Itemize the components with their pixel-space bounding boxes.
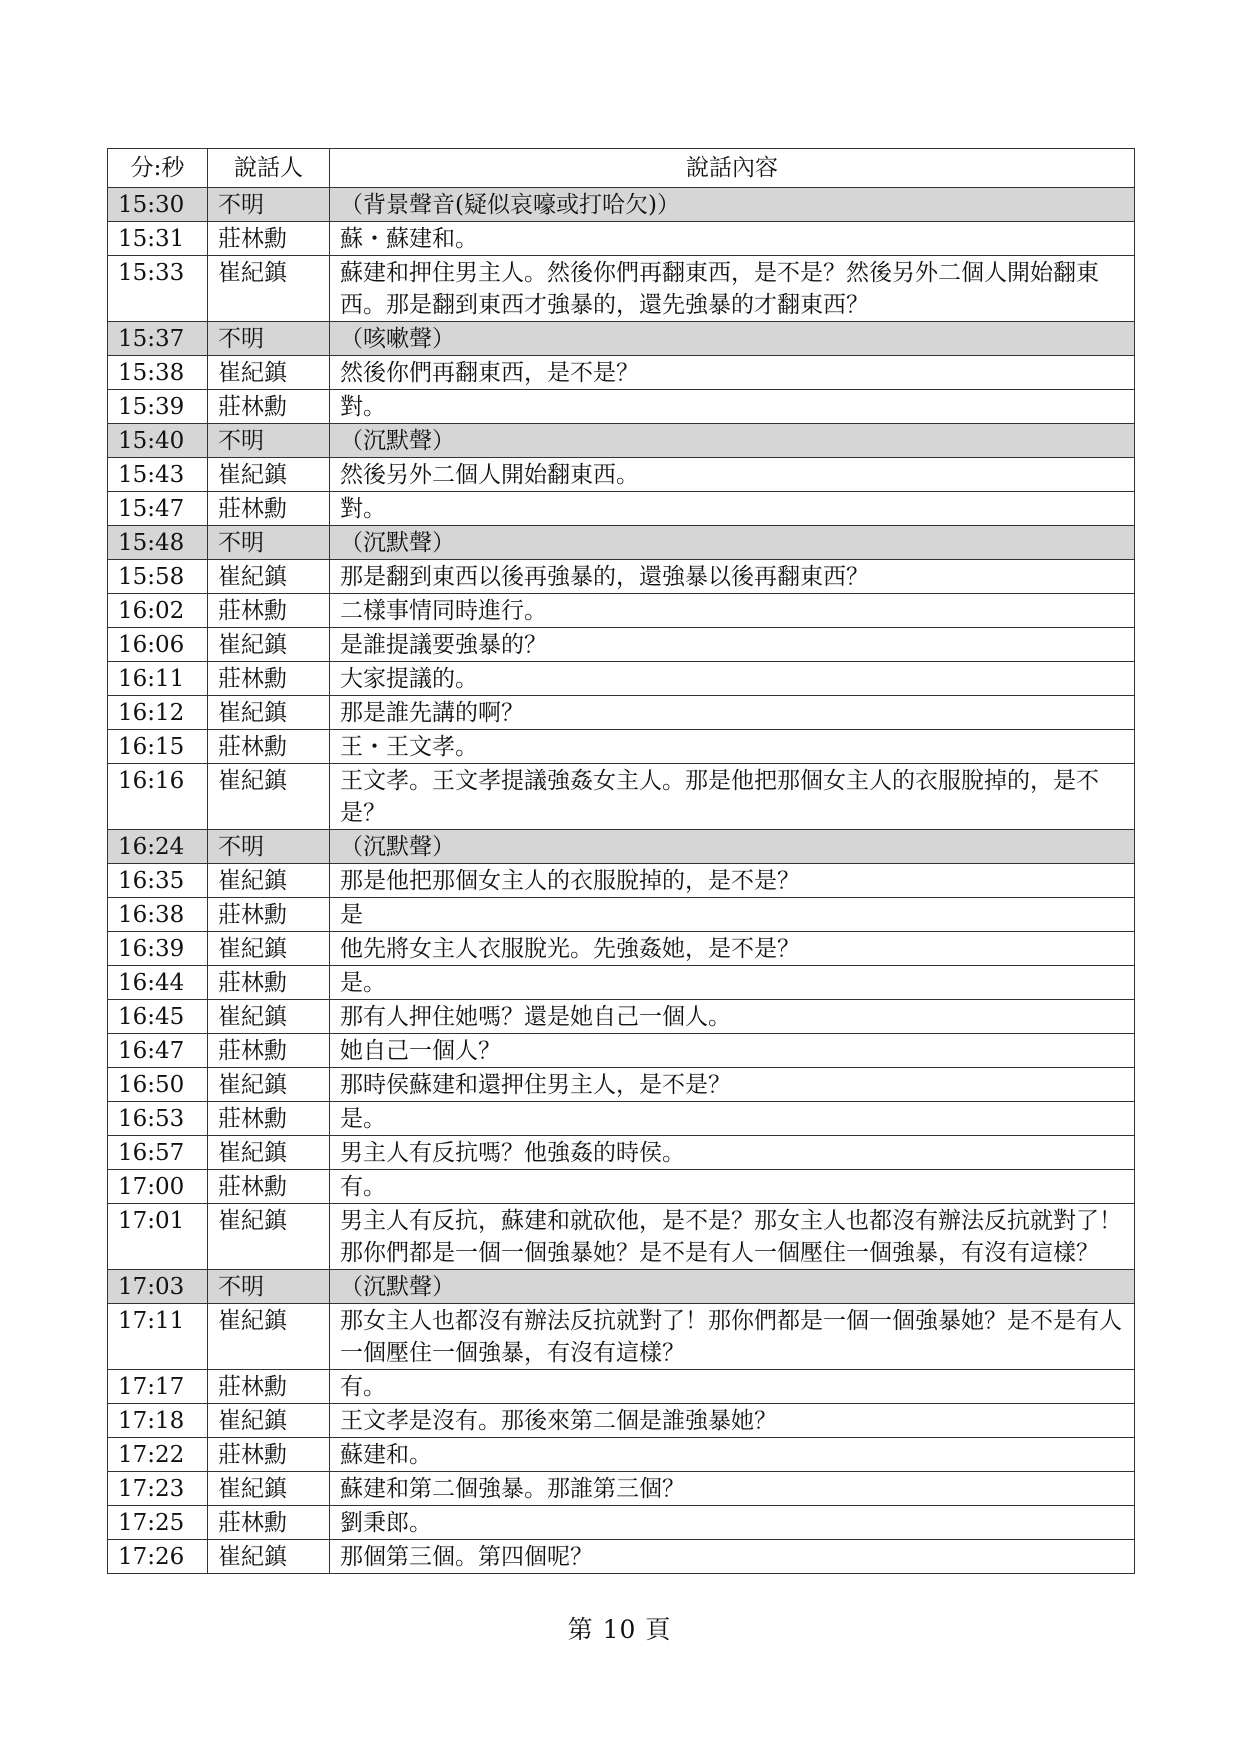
time-cell: 15:33 xyxy=(108,256,208,322)
time-cell: 16:45 xyxy=(108,1000,208,1034)
speaker-cell: 莊林勳 xyxy=(208,1170,330,1204)
table-row xyxy=(108,1034,1135,1068)
table-row xyxy=(108,256,1135,322)
content-cell: 然後你們再翻東西，是不是？ xyxy=(330,356,1135,390)
time-cell: 15:39 xyxy=(108,390,208,424)
table-row xyxy=(108,560,1135,594)
speaker-cell: 崔紀鎮 xyxy=(208,1204,330,1270)
content-cell: 那是翻到東西以後再強暴的，還強暴以後再翻東西？ xyxy=(330,560,1135,594)
speaker-cell: 不明 xyxy=(208,322,330,356)
table-row xyxy=(108,1370,1135,1404)
time-cell: 15:31 xyxy=(108,222,208,256)
time-cell: 15:37 xyxy=(108,322,208,356)
speaker-cell: 崔紀鎮 xyxy=(208,628,330,662)
content-cell: 那是誰先講的啊？ xyxy=(330,696,1135,730)
content-cell: 男主人有反抗嗎？他強姦的時侯。 xyxy=(330,1136,1135,1170)
speaker-cell: 崔紀鎮 xyxy=(208,1304,330,1370)
content-cell: 蘇建和押住男主人。然後你們再翻東西，是不是？然後另外二個人開始翻東西。那是翻到東西才強暴的，還先強暴的才翻東西？ xyxy=(330,256,1135,322)
header-row xyxy=(108,149,1135,188)
speaker-cell: 崔紀鎮 xyxy=(208,1540,330,1574)
time-cell: 15:47 xyxy=(108,492,208,526)
speaker-cell: 崔紀鎮 xyxy=(208,256,330,322)
table-row xyxy=(108,1404,1135,1438)
content-cell: （咳嗽聲） xyxy=(330,322,1135,356)
speaker-cell: 莊林勳 xyxy=(208,898,330,932)
table-row xyxy=(108,730,1135,764)
content-cell: 有。 xyxy=(330,1370,1135,1404)
time-cell: 17:17 xyxy=(108,1370,208,1404)
speaker-cell: 崔紀鎮 xyxy=(208,1404,330,1438)
content-cell: 男主人有反抗，蘇建和就砍他，是不是？那女主人也都沒有辦法反抗就對了！那你們都是一個一個強暴她？是不是有人一個壓住一個強暴，有沒有這樣？ xyxy=(330,1204,1135,1270)
time-cell: 16:35 xyxy=(108,864,208,898)
content-cell: 然後另外二個人開始翻東西。 xyxy=(330,458,1135,492)
transcript-table xyxy=(107,148,1135,1574)
time-cell: 15:38 xyxy=(108,356,208,390)
content-cell: 那時侯蘇建和還押住男主人，是不是？ xyxy=(330,1068,1135,1102)
speaker-cell: 莊林勳 xyxy=(208,492,330,526)
content-cell: （沉默聲） xyxy=(330,424,1135,458)
table-header xyxy=(108,149,1135,188)
header-content: 說話內容 xyxy=(330,149,1135,188)
time-cell: 16:24 xyxy=(108,830,208,864)
time-cell: 16:12 xyxy=(108,696,208,730)
speaker-cell: 崔紀鎮 xyxy=(208,356,330,390)
table-row xyxy=(108,390,1135,424)
time-cell: 16:47 xyxy=(108,1034,208,1068)
time-cell: 16:50 xyxy=(108,1068,208,1102)
speaker-cell: 莊林勳 xyxy=(208,966,330,1000)
table-body xyxy=(108,188,1135,1574)
table-row xyxy=(108,492,1135,526)
table-row xyxy=(108,662,1135,696)
time-cell: 15:43 xyxy=(108,458,208,492)
speaker-cell: 莊林勳 xyxy=(208,730,330,764)
table-row xyxy=(108,628,1135,662)
table-row xyxy=(108,764,1135,830)
speaker-cell: 莊林勳 xyxy=(208,1034,330,1068)
table-row xyxy=(108,898,1135,932)
content-cell: 他先將女主人衣服脫光。先強姦她，是不是？ xyxy=(330,932,1135,966)
time-cell: 17:11 xyxy=(108,1304,208,1370)
time-cell: 16:02 xyxy=(108,594,208,628)
table-row xyxy=(108,424,1135,458)
content-cell: （沉默聲） xyxy=(330,526,1135,560)
table-row xyxy=(108,966,1135,1000)
content-cell: 對。 xyxy=(330,492,1135,526)
speaker-cell: 莊林勳 xyxy=(208,662,330,696)
content-cell: 二樣事情同時進行。 xyxy=(330,594,1135,628)
speaker-cell: 崔紀鎮 xyxy=(208,932,330,966)
time-cell: 17:00 xyxy=(108,1170,208,1204)
speaker-cell: 莊林勳 xyxy=(208,390,330,424)
content-cell: 王文孝。王文孝提議強姦女主人。那是他把那個女主人的衣服脫掉的，是不是？ xyxy=(330,764,1135,830)
time-cell: 16:11 xyxy=(108,662,208,696)
speaker-cell: 莊林勳 xyxy=(208,1102,330,1136)
content-cell: 蘇・蘇建和。 xyxy=(330,222,1135,256)
table-row xyxy=(108,1506,1135,1540)
time-cell: 17:26 xyxy=(108,1540,208,1574)
speaker-cell: 崔紀鎮 xyxy=(208,864,330,898)
table-row xyxy=(108,864,1135,898)
table-row xyxy=(108,1170,1135,1204)
table-row xyxy=(108,594,1135,628)
page-number: 第 10 頁 xyxy=(567,1615,672,1644)
content-cell: 那個第三個。第四個呢？ xyxy=(330,1540,1135,1574)
speaker-cell: 莊林勳 xyxy=(208,1506,330,1540)
time-cell: 16:15 xyxy=(108,730,208,764)
speaker-cell: 不明 xyxy=(208,1270,330,1304)
table-row xyxy=(108,1472,1135,1506)
time-cell: 17:23 xyxy=(108,1472,208,1506)
speaker-cell: 莊林勳 xyxy=(208,1438,330,1472)
speaker-cell: 崔紀鎮 xyxy=(208,458,330,492)
table-row xyxy=(108,322,1135,356)
time-cell: 16:16 xyxy=(108,764,208,830)
table-row xyxy=(108,1102,1135,1136)
time-cell: 16:57 xyxy=(108,1136,208,1170)
speaker-cell: 崔紀鎮 xyxy=(208,1136,330,1170)
time-cell: 15:40 xyxy=(108,424,208,458)
time-cell: 17:25 xyxy=(108,1506,208,1540)
content-cell: 她自己一個人？ xyxy=(330,1034,1135,1068)
speaker-cell: 崔紀鎮 xyxy=(208,696,330,730)
time-cell: 16:53 xyxy=(108,1102,208,1136)
speaker-cell: 不明 xyxy=(208,526,330,560)
time-cell: 16:06 xyxy=(108,628,208,662)
table-row xyxy=(108,458,1135,492)
content-cell: 是誰提議要強暴的？ xyxy=(330,628,1135,662)
time-cell: 15:48 xyxy=(108,526,208,560)
table-row xyxy=(108,222,1135,256)
table-row xyxy=(108,1136,1135,1170)
time-cell: 17:03 xyxy=(108,1270,208,1304)
table-row xyxy=(108,1270,1135,1304)
content-cell: 那有人押住她嗎？還是她自己一個人。 xyxy=(330,1000,1135,1034)
table-row xyxy=(108,1204,1135,1270)
content-cell: 有。 xyxy=(330,1170,1135,1204)
table-row xyxy=(108,1304,1135,1370)
speaker-cell: 不明 xyxy=(208,424,330,458)
content-cell: 大家提議的。 xyxy=(330,662,1135,696)
content-cell: 蘇建和。 xyxy=(330,1438,1135,1472)
time-cell: 17:18 xyxy=(108,1404,208,1438)
content-cell: 劉秉郎。 xyxy=(330,1506,1135,1540)
header-speaker: 說話人 xyxy=(208,149,330,188)
content-cell: 那女主人也都沒有辦法反抗就對了！那你們都是一個一個強暴她？是不是有人一個壓住一個強暴，有沒有這樣？ xyxy=(330,1304,1135,1370)
table-row xyxy=(108,696,1135,730)
speaker-cell: 莊林勳 xyxy=(208,1370,330,1404)
time-cell: 15:30 xyxy=(108,188,208,222)
time-cell: 16:39 xyxy=(108,932,208,966)
content-cell: 是 xyxy=(330,898,1135,932)
speaker-cell: 崔紀鎮 xyxy=(208,560,330,594)
time-cell: 15:58 xyxy=(108,560,208,594)
time-cell: 16:44 xyxy=(108,966,208,1000)
speaker-cell: 崔紀鎮 xyxy=(208,1068,330,1102)
content-cell: 蘇建和第二個強暴。那誰第三個？ xyxy=(330,1472,1135,1506)
speaker-cell: 莊林勳 xyxy=(208,594,330,628)
speaker-cell: 崔紀鎮 xyxy=(208,764,330,830)
table-row xyxy=(108,830,1135,864)
content-cell: 王・王文孝。 xyxy=(330,730,1135,764)
content-cell: （沉默聲） xyxy=(330,1270,1135,1304)
time-cell: 17:01 xyxy=(108,1204,208,1270)
table-row xyxy=(108,1000,1135,1034)
table-row xyxy=(108,1540,1135,1574)
content-cell: 是。 xyxy=(330,966,1135,1000)
speaker-cell: 崔紀鎮 xyxy=(208,1000,330,1034)
speaker-cell: 不明 xyxy=(208,188,330,222)
time-cell: 16:38 xyxy=(108,898,208,932)
table-row xyxy=(108,1438,1135,1472)
table-row xyxy=(108,526,1135,560)
table-row xyxy=(108,356,1135,390)
content-cell: 是。 xyxy=(330,1102,1135,1136)
table-row xyxy=(108,932,1135,966)
table-row xyxy=(108,188,1135,222)
content-cell: 王文孝是沒有。那後來第二個是誰強暴她？ xyxy=(330,1404,1135,1438)
time-cell: 17:22 xyxy=(108,1438,208,1472)
speaker-cell: 莊林勳 xyxy=(208,222,330,256)
content-cell: 對。 xyxy=(330,390,1135,424)
speaker-cell: 崔紀鎮 xyxy=(208,1472,330,1506)
content-cell: 那是他把那個女主人的衣服脫掉的，是不是？ xyxy=(330,864,1135,898)
content-cell: （背景聲音(疑似哀嚎或打哈欠)） xyxy=(330,188,1135,222)
content-cell: （沉默聲） xyxy=(330,830,1135,864)
speaker-cell: 不明 xyxy=(208,830,330,864)
table-row xyxy=(108,1068,1135,1102)
header-time: 分:秒 xyxy=(108,149,208,188)
